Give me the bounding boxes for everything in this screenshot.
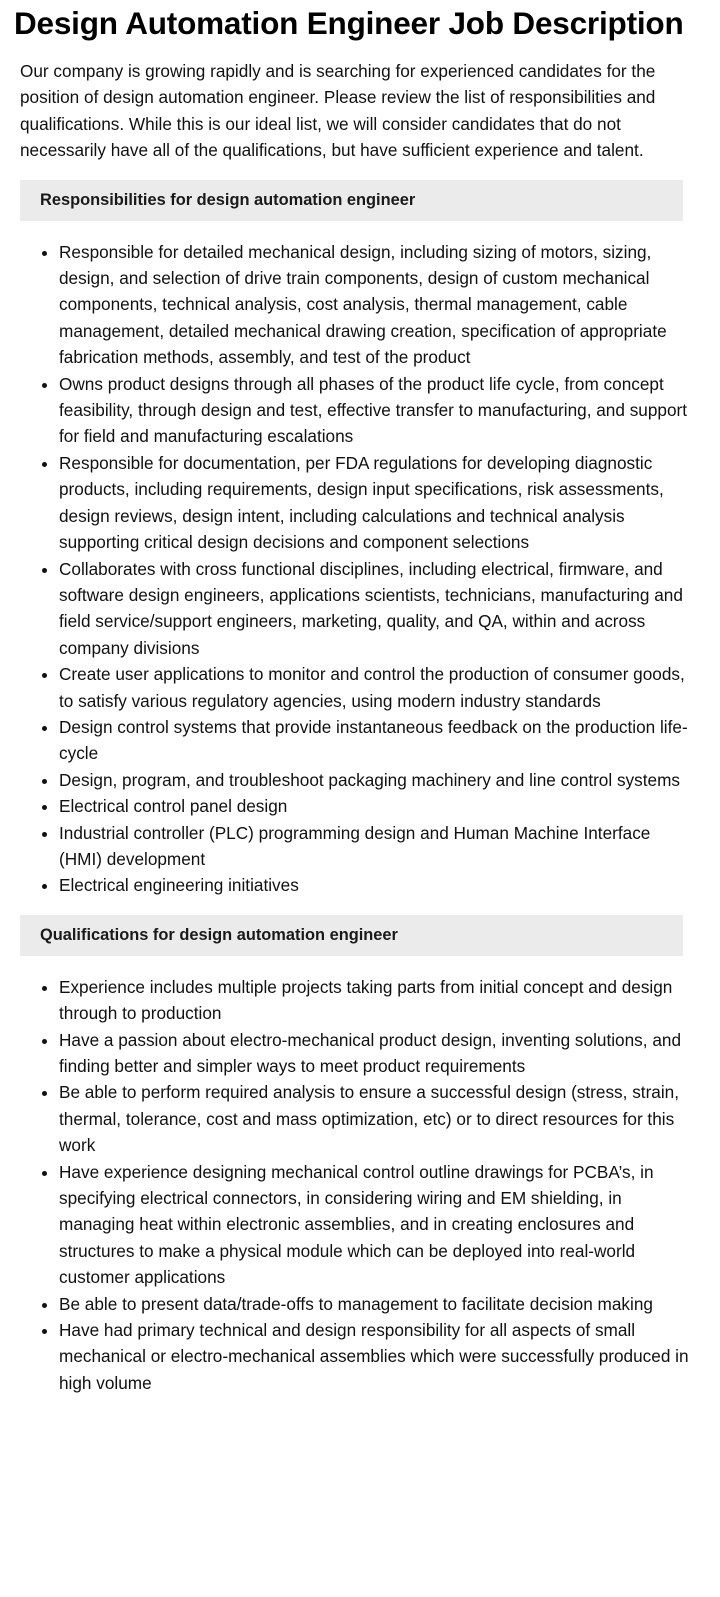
list-item: • Have experience designing mechanical control outline drawings for PCBA’s, in specifying electrical connectors, in considering wiring and EM shielding, in managing heat within electronic assemblies, and in creating enclosures and structures to make a physical module which can be deployed into real-world customer applications: [59, 1159, 689, 1291]
list-item: • Design, program, and troubleshoot packaging machinery and line control systems: [59, 767, 689, 793]
list-item: • Responsible for detailed mechanical design, including sizing of motors, sizing, design, and selection of drive train components, design of custom mechanical components, technical analysis, cost analysis, thermal management, cable management, detailed mechanical drawing creation, specification of appropriate fabrication methods, assembly, and test of the product: [59, 239, 689, 371]
responsibilities-heading: Responsibilities for design automation engineer: [20, 180, 683, 221]
list-item: • Responsible for documentation, per FDA regulations for developing diagnostic products, including requirements, design input specifications, risk assessments, design reviews, design intent, including calculations and technical analysis supporting critical design decisions and component selections: [59, 450, 689, 556]
list-item: • Experience includes multiple projects taking parts from initial concept and design through to production: [59, 974, 689, 1027]
qualifications-list: [0, 974, 689, 1397]
list-item: • Owns product designs through all phases of the product life cycle, from concept feasibility, through design and test, effective transfer to manufacturing, and support for field and manufacturing escalations: [59, 371, 689, 450]
responsibilities-list: [0, 239, 689, 899]
list-item: • Create user applications to monitor and control the production of consumer goods, to satisfy various regulatory agencies, using modern industry standards: [59, 661, 689, 714]
list-item: • Be able to present data/trade-offs to management to facilitate decision making: [59, 1291, 689, 1317]
list-item: • Electrical engineering initiatives: [59, 872, 689, 898]
list-item: • Design control systems that provide instantaneous feedback on the production life-cycle: [59, 714, 689, 767]
qualifications-heading: Qualifications for design automation engineer: [20, 915, 683, 956]
list-item: • Have had primary technical and design responsibility for all aspects of small mechanical or electro-mechanical assemblies which were successfully produced in high volume: [59, 1317, 689, 1396]
list-item: • Be able to perform required analysis to ensure a successful design (stress, strain, thermal, tolerance, cost and mass optimization, etc) or to direct resources for this work: [59, 1079, 689, 1158]
list-item: • Electrical control panel design: [59, 793, 689, 819]
page-title: Design Automation Engineer Job Description: [14, 5, 684, 41]
list-item: • Collaborates with cross functional disciplines, including electrical, firmware, and software design engineers, applications scientists, technicians, manufacturing and field service/support engineers, marketing, quality, and QA, within and across company divisions: [59, 556, 689, 662]
list-item: • Industrial controller (PLC) programming design and Human Machine Interface (HMI) development: [59, 820, 689, 873]
intro-paragraph: Our company is growing rapidly and is searching for experienced candidates for the position of design automation engineer. Please review the list of responsibilities and qualifications. While this is our ideal list, we will consider candidates that do not necessarily have all of the qualifications, but have sufficient experience and talent.: [20, 61, 656, 161]
list-item: • Have a passion about electro-mechanical product design, inventing solutions, and finding better and simpler ways to meet product requirements: [59, 1027, 689, 1080]
